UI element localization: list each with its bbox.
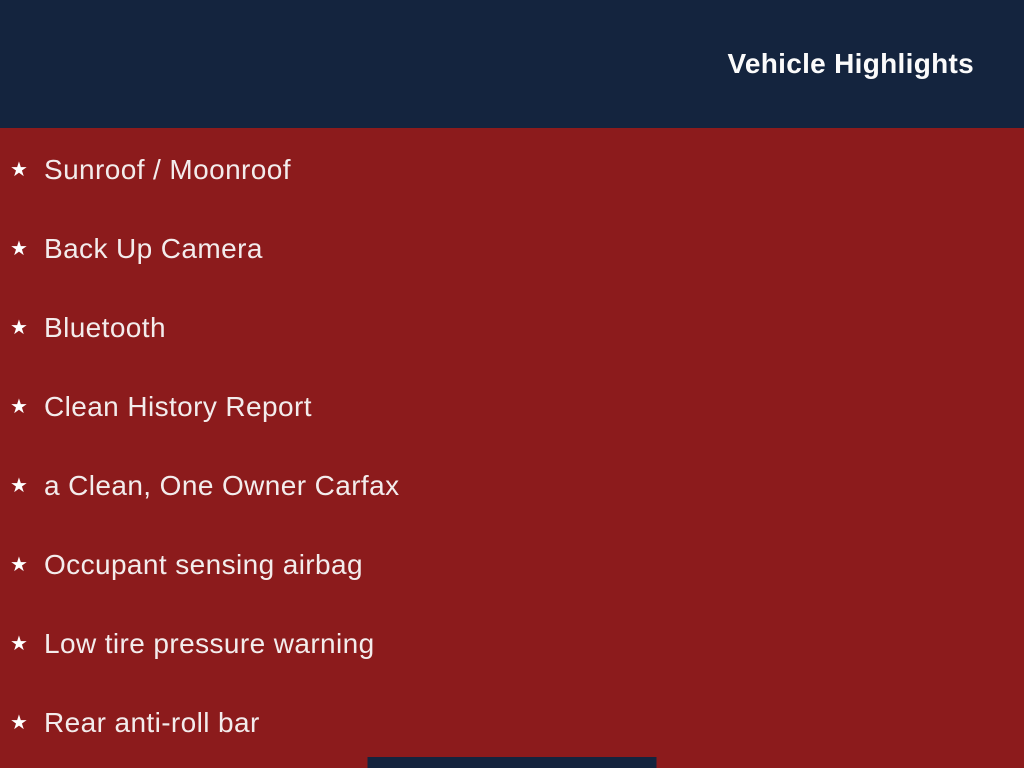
list-item [10, 683, 1024, 762]
highlight-label: Clean History Report [44, 390, 312, 422]
star-bullet-icon: ★ [10, 395, 29, 418]
list-item [10, 130, 1024, 209]
highlight-label: Low tire pressure warning [44, 627, 375, 659]
highlight-list [0, 128, 1024, 762]
list-item [10, 288, 1024, 367]
list-item [10, 525, 1024, 604]
highlight-label: Sunroof / Moonroof [44, 153, 291, 185]
star-bullet-icon: ★ [10, 316, 29, 339]
star-bullet-icon: ★ [10, 237, 29, 260]
list-item [10, 367, 1024, 446]
list-item [10, 209, 1024, 288]
slide-header [0, 0, 1024, 128]
bottom-accent-bar [368, 757, 657, 768]
list-item [10, 446, 1024, 525]
star-bullet-icon: ★ [10, 553, 29, 576]
highlight-label: a Clean, One Owner Carfax [44, 469, 400, 501]
star-bullet-icon: ★ [10, 632, 29, 655]
highlight-label: Rear anti-roll bar [44, 706, 260, 738]
star-bullet-icon: ★ [10, 711, 29, 734]
highlight-label: Back Up Camera [44, 232, 263, 264]
list-item [10, 604, 1024, 683]
star-bullet-icon: ★ [10, 474, 29, 497]
star-bullet-icon: ★ [10, 158, 29, 181]
page-title: Vehicle Highlights [727, 48, 974, 79]
highlight-label: Occupant sensing airbag [44, 548, 363, 580]
highlight-label: Bluetooth [44, 311, 166, 343]
